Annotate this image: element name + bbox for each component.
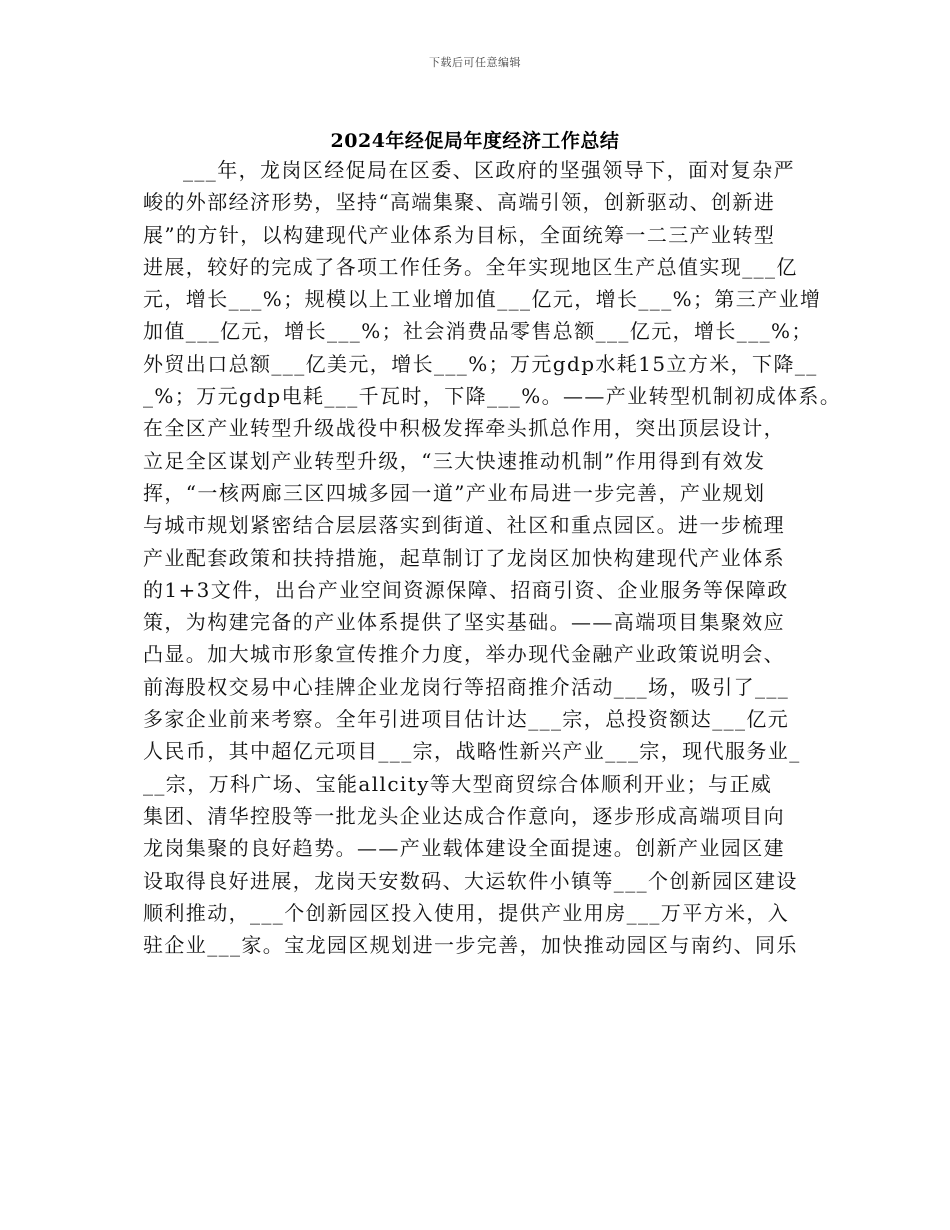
- body-line: 与城市规划紧密结合层层落实到街道、社区和重点园区。进一步梳理: [143, 513, 785, 538]
- body-line: 人民币，其中超亿元项目___宗，战略性新兴产业___宗，现代服务业_: [143, 739, 801, 764]
- body-line: 立足全区谋划产业转型升级，“三大快速推动机制”作用得到有效发: [143, 448, 766, 473]
- body-line: 在全区产业转型升级战役中积极发挥牵头抓总作用，突出顶层设计，: [143, 416, 785, 441]
- body-line: 展”的方针，以构建现代产业体系为目标，全面统筹一二三产业转型: [143, 222, 776, 247]
- body-line: 前海股权交易中心挂牌企业龙岗行等招商推介活动___场，吸引了___: [143, 674, 790, 699]
- body-line: 设取得良好进展，龙岗天安数码、大运软件小镇等___个创新园区建设: [143, 868, 798, 893]
- body-line: 挥，“一核两廊三区四城多园一道”产业布局进一步完善，产业规划: [143, 480, 766, 505]
- body-line: 多家企业前来考察。全年引进项目估计达___宗，总投资额达___亿元: [143, 707, 790, 732]
- body-line: ___年，龙岗区经促局在区委、区政府的坚强领导下，面对复杂严: [183, 158, 795, 182]
- body-line: 顺利推动，___个创新园区投入使用，提供产业用房___万平方米，入: [143, 900, 790, 925]
- body-line: 元，增长___%；规模以上工业增加值___亿元，增长___%；第三产业增: [143, 287, 822, 312]
- page-header-note: 下载后可任意编辑: [429, 56, 521, 69]
- document-body: [143, 154, 842, 961]
- body-line: 外贸出口总额___亿美元，增长___%；万元gdp水耗15立方米，下降__: [143, 351, 818, 376]
- document-title: 2024年经促局年度经济工作总结: [330, 130, 620, 152]
- body-line: 加值___亿元，增长___%；社会消费品零售总额___亿元，增长___%；: [143, 319, 813, 344]
- body-line: 驻企业___家。宝龙园区规划进一步完善，加快推动园区与南约、同乐: [143, 933, 798, 958]
- body-line: 策，为构建完备的产业体系提供了坚实基础。——高端项目集聚效应: [143, 610, 785, 635]
- body-line: 的1+3文件，出台产业空间资源保障、招商引资、企业服务等保障政: [143, 577, 789, 602]
- body-line: 产业配套政策和扶持措施，起草制订了龙岗区加快构建现代产业体系: [143, 545, 785, 570]
- body-line: _%；万元gdp电耗___千瓦时，下降___%。——产业转型机制初成体系。: [143, 384, 842, 409]
- body-line: 集团、清华控股等一批龙头企业达成合作意向，逐步形成高端项目向: [143, 803, 785, 828]
- body-line: __宗，万科广场、宝能allcity等大型商贸综合体顺利开业；与正威: [143, 771, 773, 796]
- body-line: 进展，较好的完成了各项工作任务。全年实现地区生产总值实现___亿: [143, 254, 798, 279]
- body-line: 凸显。加大城市形象宣传推介力度，举办现代金融产业政策说明会、: [143, 642, 785, 667]
- body-line: 龙岗集聚的良好趋势。——产业载体建设全面提速。创新产业园区建: [143, 836, 785, 861]
- body-line: 峻的外部经济形势，坚持“高端集聚、高端引领，创新驱动、创新进: [143, 190, 776, 215]
